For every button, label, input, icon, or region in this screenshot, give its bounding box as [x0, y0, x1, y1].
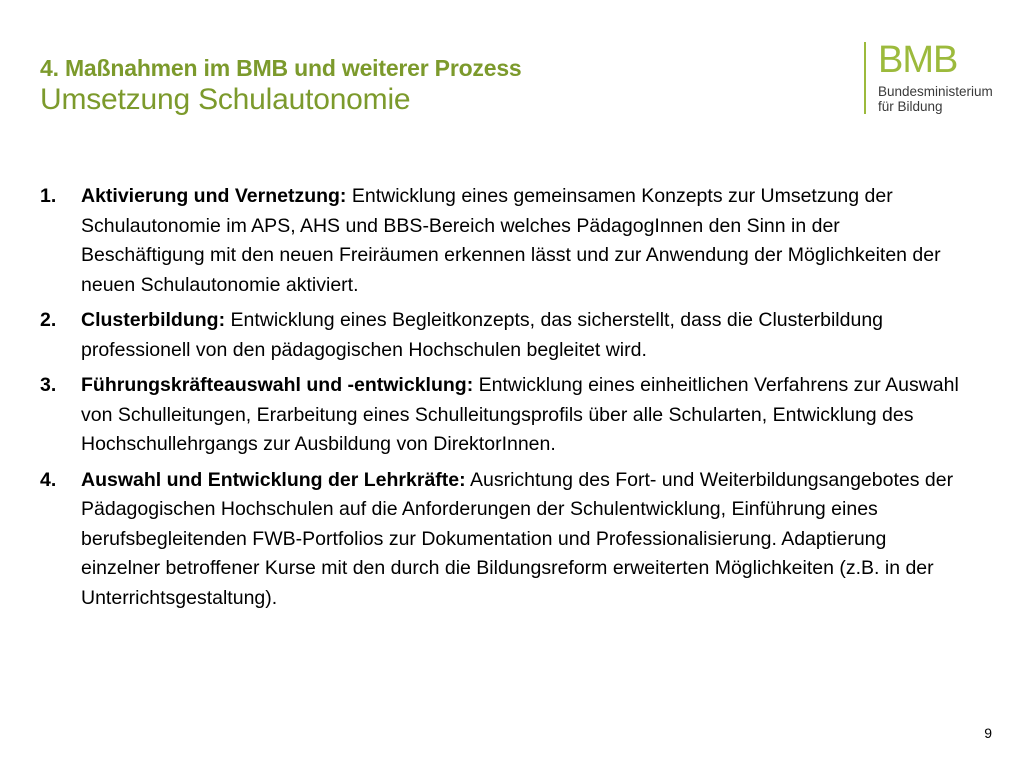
list-item-lead: Auswahl und Entwicklung der Lehrkräfte:: [81, 468, 466, 491]
list-item-lead: Aktivierung und Vernetzung:: [81, 185, 347, 207]
list-item-number: 2.: [40, 309, 57, 331]
logo-mark: BMB: [878, 39, 958, 81]
list-item: [40, 306, 960, 365]
list-item-text: Entwicklung eines einheitlichen Verfahrens zur Auswahl von Schulleitungen, Erarbeitung eines Schulleitungsprofils über alle Schularten, Entwicklung des Hochschullehrgangs zur Ausbildung von DirektorInnen.: [81, 374, 959, 455]
list-item: [40, 182, 960, 300]
list-item-lead: Führungskräfteauswahl und -entwicklung:: [81, 374, 474, 396]
list-item-number: 4.: [40, 468, 57, 491]
list-item-text: Entwicklung eines gemeinsamen Konzepts zur Umsetzung der Schulautonomie im APS, AHS und BBS-Bereich welches PädagogInnen den Sinn in der Beschäftigung mit den neuen Freiräumen erkennen lässt und zur Anwendung der Möglichkeiten der neuen Schulautonomie aktiviert.: [81, 185, 941, 296]
section-kicker: 4. Maßnahmen im BMB und weiterer Prozess: [40, 55, 522, 81]
logo-ministry-line: Bundesministerium: [878, 84, 993, 99]
list-item-number: 3.: [40, 374, 57, 396]
slide-header: [40, 54, 800, 118]
list-item-text: Ausrichtung des Fort- und Weiterbildungsangebotes der Pädagogischen Hochschulen auf die Anforderungen der Schulentwicklung, Einführung eines berufsbegleitenden FWB-Portfolios zur Dokumentation und Professionalisierung. Adaptierung einzelner betroffener Kurse mit den durch die Bildungsreform erweiterten Möglichkeiten (z.B. in der Unterrichtsgestaltung).: [81, 468, 954, 609]
measures-list: [40, 182, 960, 619]
bmb-logo: [864, 40, 1014, 116]
slide-title: Umsetzung Schulautonomie: [40, 83, 411, 116]
list-item: [40, 371, 960, 460]
list-item-text: Entwicklung eines Begleitkonzepts, das sicherstellt, dass die Clusterbildung professionell von den pädagogischen Hochschulen begleitet wird.: [81, 309, 884, 361]
list-item-lead: Clusterbildung:: [81, 309, 226, 331]
list-item: [40, 466, 960, 614]
list-item-number: 1.: [40, 185, 57, 207]
page-number: 9: [984, 725, 992, 741]
logo-subject-line: für Bildung: [878, 99, 943, 114]
logo-divider: [864, 42, 866, 114]
